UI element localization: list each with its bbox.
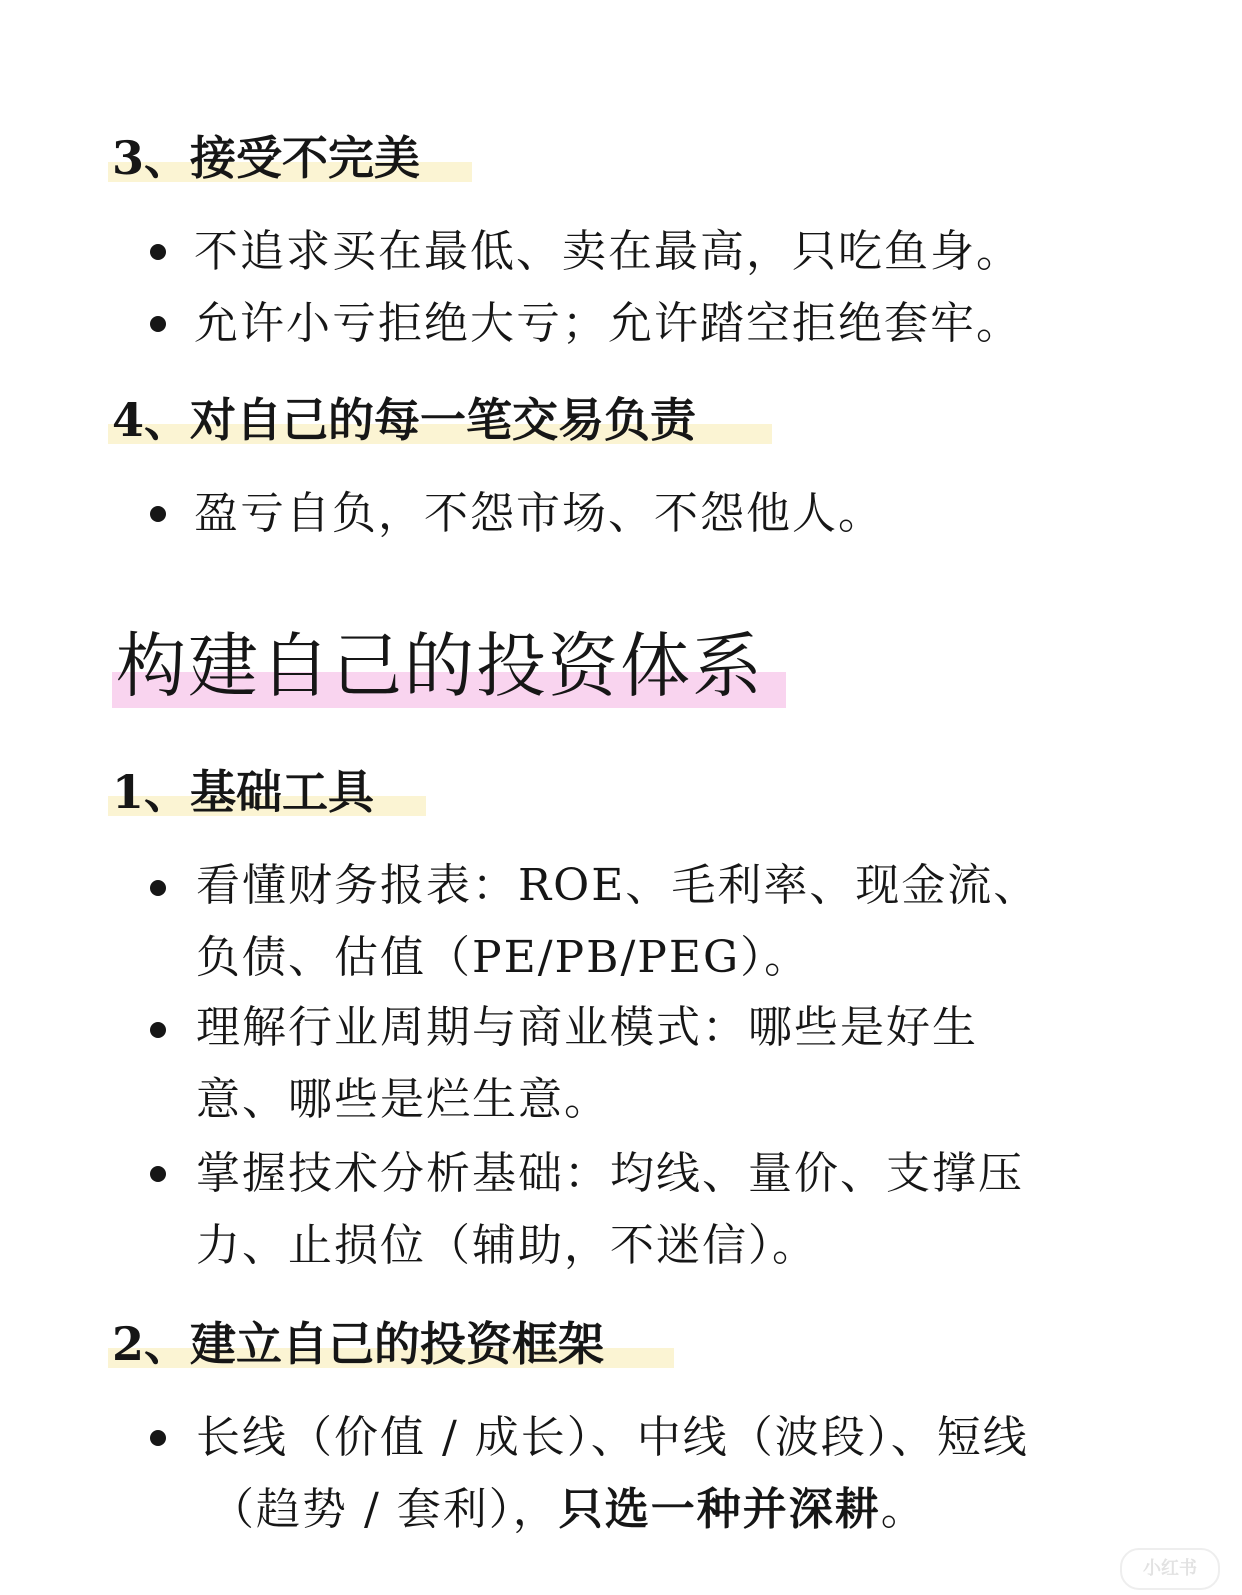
bullet-dot bbox=[150, 1430, 166, 1446]
bullet-text-continued bbox=[210, 1482, 927, 1538]
bullet-text-end: 。 bbox=[880, 1484, 927, 1535]
bullet-dot bbox=[150, 880, 166, 896]
bullet-text: 允许小亏拒绝大亏；允许踏空拒绝套牢。 bbox=[194, 298, 1022, 349]
bullet-text-continued: 力、止损位（辅助，不迷信）。 bbox=[196, 1220, 818, 1271]
bullet-text-emphasis: 只选一种并深耕 bbox=[558, 1484, 881, 1535]
bullet-text-continued: 意、哪些是烂生意。 bbox=[196, 1074, 610, 1125]
bullet-text: 理解行业周期与商业模式：哪些是好生 bbox=[196, 1002, 978, 1053]
watermark-logo: 小红书 bbox=[1120, 1548, 1220, 1590]
main-heading: 构建自己的投资体系 bbox=[116, 625, 764, 707]
section-heading: 2、建立自己的投资框架 bbox=[112, 1317, 605, 1371]
bullet-dot bbox=[150, 244, 166, 260]
bullet-dot bbox=[150, 1022, 166, 1038]
bullet-text: 盈亏自负，不怨市场、不怨他人。 bbox=[194, 488, 884, 539]
section-heading: 1、基础工具 bbox=[112, 765, 375, 819]
bullet-text-continued: 负债、估值（PE/PB/PEG）。 bbox=[196, 932, 811, 983]
bullet-text: 长线（价值 / 成长）、中线（波段）、短线 bbox=[196, 1412, 1029, 1463]
bullet-dot bbox=[150, 1166, 166, 1182]
bullet-text: 不追求买在最低、卖在最高，只吃鱼身。 bbox=[194, 226, 1022, 277]
bullet-dot bbox=[150, 316, 166, 332]
bullet-dot bbox=[150, 506, 166, 522]
section-heading: 3、接受不完美 bbox=[112, 131, 421, 185]
bullet-text-plain: （趋势 / 套利）， bbox=[210, 1484, 559, 1535]
bullet-text: 掌握技术分析基础：均线、量价、支撑压 bbox=[196, 1148, 1024, 1199]
bullet-text: 看懂财务报表：ROE、毛利率、现金流、 bbox=[196, 860, 1040, 911]
section-heading: 4、对自己的每一笔交易负责 bbox=[112, 393, 697, 447]
